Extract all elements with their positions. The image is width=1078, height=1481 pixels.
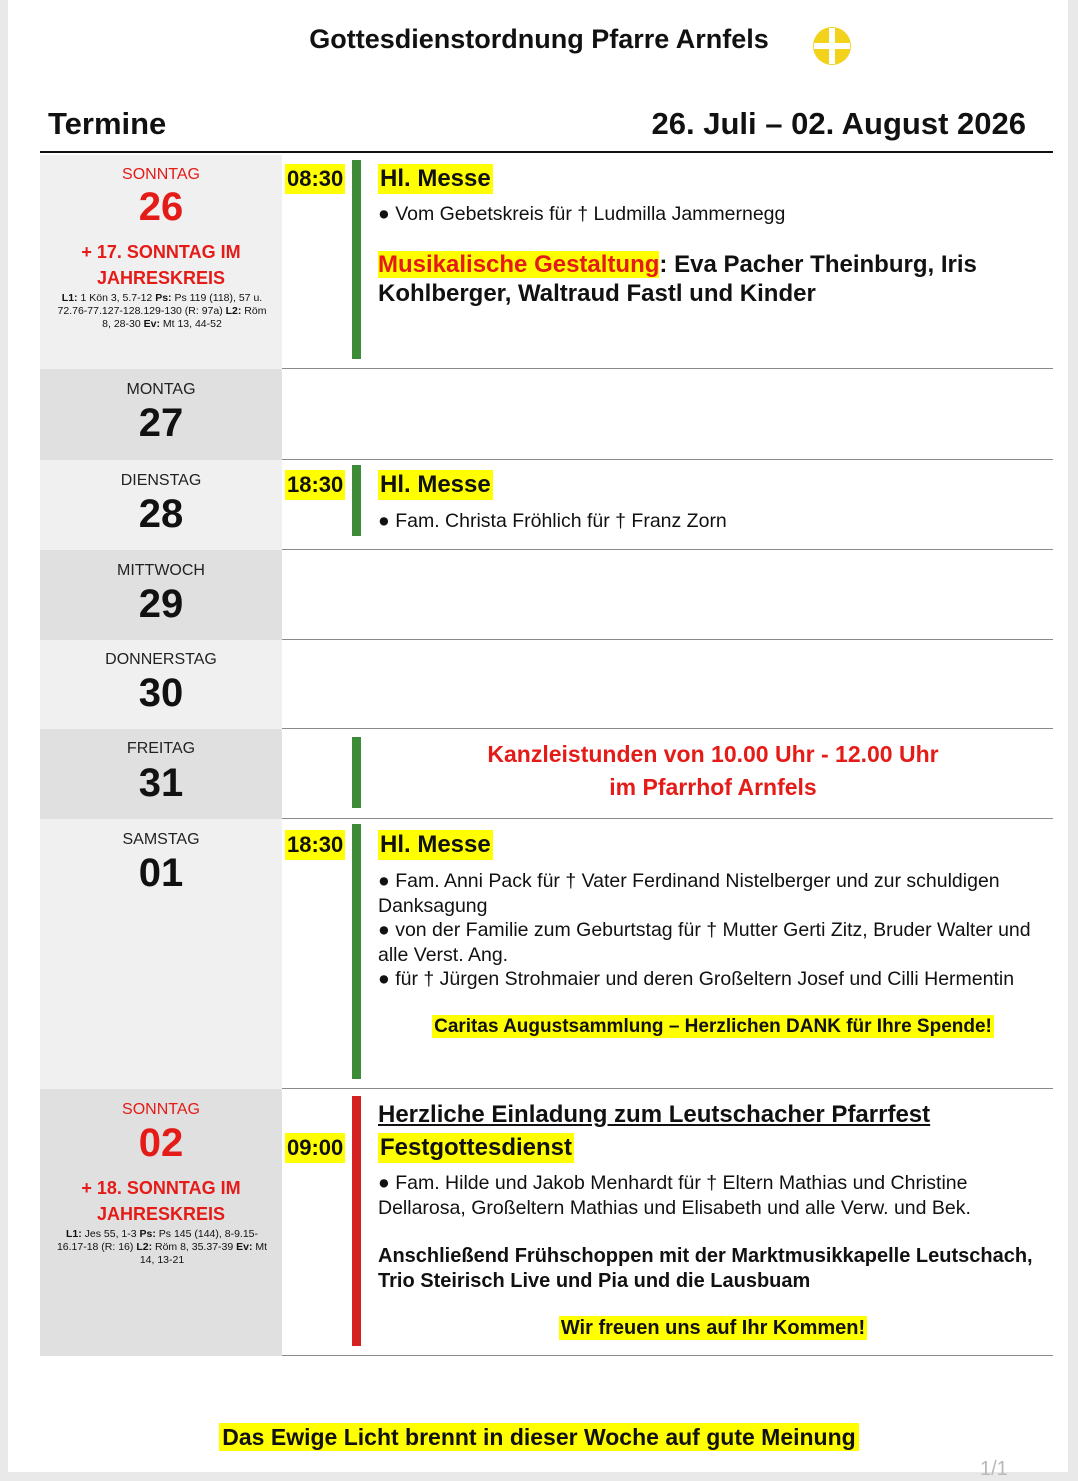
document-title: Gottesdienstordnung Pfarre Arnfels bbox=[309, 24, 769, 54]
date-cell bbox=[40, 640, 282, 729]
green-bar bbox=[352, 824, 361, 1079]
date-cell bbox=[40, 729, 282, 819]
event-title: Hl. Messe bbox=[380, 165, 491, 192]
music-performers: : Eva Pacher Theinburg, Iris Kohlberger, Waltraud Fastl und Kinder bbox=[378, 250, 977, 307]
office-hours bbox=[378, 738, 1048, 804]
caritas-note-wrap bbox=[378, 1016, 1048, 1038]
date-cell bbox=[40, 550, 282, 640]
section-heading: Termine bbox=[48, 106, 167, 141]
event-title: Festgottesdienst bbox=[380, 1134, 573, 1161]
feast-line: JAHRESKREIS bbox=[96, 268, 226, 288]
event-title: Hl. Messe bbox=[380, 831, 491, 858]
reading-label: Ps: bbox=[139, 1228, 156, 1240]
reading-text: Mt bbox=[252, 1241, 268, 1253]
event-time: 09:00 bbox=[285, 1133, 345, 1163]
day-number: 02 bbox=[138, 1121, 184, 1165]
day-row-fri31 bbox=[40, 729, 1053, 819]
reading-label: L1: bbox=[61, 292, 78, 304]
reading-text: 14, 13-21 bbox=[139, 1254, 185, 1266]
event-time: 18:30 bbox=[285, 830, 345, 860]
intention: ● Fam. Anni Pack für † Vater Ferdinand Nistelberger und zur schuldigen Danksagung bbox=[378, 870, 1000, 917]
after-service-note: Anschließend Frühschoppen mit der Marktmusikkapelle Leutschach, Trio Steirisch Live und Pia und die Lausbuam bbox=[378, 1245, 1033, 1292]
reading-text: 16.17-18 (R: 16) bbox=[56, 1241, 137, 1253]
day-number: 31 bbox=[138, 761, 184, 805]
reading-text: Röm bbox=[241, 305, 267, 317]
row-divider bbox=[282, 1355, 1053, 1356]
day-row-mon27 bbox=[40, 369, 1053, 460]
office-hours-line: im Pfarrhof Arnfels bbox=[609, 774, 817, 800]
day-name: FREITAG bbox=[126, 740, 196, 757]
event-details bbox=[378, 869, 1048, 1038]
page-number: 1/1 bbox=[980, 1458, 1008, 1480]
day-row-sun02 bbox=[40, 1089, 1053, 1356]
day-number: 27 bbox=[138, 401, 184, 445]
day-row-sat01 bbox=[40, 819, 1053, 1089]
day-number: 26 bbox=[138, 185, 184, 229]
reading-label: Ev: bbox=[143, 318, 160, 330]
event-details bbox=[378, 1100, 1048, 1130]
event-details bbox=[378, 202, 1048, 308]
feast-line: + 17. SONNTAG IM bbox=[81, 242, 241, 262]
reading-label: Ps: bbox=[155, 292, 172, 304]
day-name: MONTAG bbox=[126, 381, 196, 398]
readings bbox=[44, 1228, 280, 1267]
event-title: Hl. Messe bbox=[380, 471, 491, 498]
day-number: 30 bbox=[138, 671, 184, 715]
feast-title bbox=[40, 239, 282, 291]
intention: ● Vom Gebetskreis für † Ludmilla Jammernegg bbox=[378, 203, 786, 225]
day-number: 01 bbox=[138, 851, 184, 895]
yellow-cross-circle-icon bbox=[811, 26, 853, 66]
day-row-thu30 bbox=[40, 640, 1053, 729]
red-bar bbox=[352, 1096, 361, 1346]
intention: ● Fam. Christa Fröhlich für † Franz Zorn bbox=[378, 510, 727, 532]
day-name: DIENSTAG bbox=[120, 472, 202, 489]
date-cell bbox=[40, 369, 282, 460]
reading-label: L2: bbox=[225, 305, 242, 317]
reading-text: Ps 145 (144), 8-9.15- bbox=[155, 1228, 258, 1240]
header-divider bbox=[40, 151, 1053, 153]
feast-title bbox=[40, 1175, 282, 1227]
footer-note-wrap bbox=[0, 1424, 1078, 1451]
readings bbox=[44, 292, 280, 331]
date-range: 26. Juli – 02. August 2026 bbox=[651, 106, 1026, 141]
event-details bbox=[378, 1171, 1048, 1340]
event-time: 18:30 bbox=[285, 470, 345, 500]
caritas-note: Caritas Augustsammlung – Herzlichen DANK für Ihre Spende! bbox=[434, 1015, 992, 1037]
reading-text: Röm 8, 35.37-39 bbox=[152, 1241, 237, 1253]
day-row-sun26 bbox=[40, 155, 1053, 369]
welcome-note-wrap bbox=[378, 1317, 1048, 1340]
reading-text: Mt 13, 44-52 bbox=[159, 318, 222, 330]
day-name: DONNERSTAG bbox=[105, 651, 217, 668]
reading-label: L2: bbox=[136, 1241, 153, 1253]
event-time: 08:30 bbox=[285, 164, 345, 194]
date-cell bbox=[40, 155, 282, 369]
intention: ● für † Jürgen Strohmaier und deren Großeltern Josef und Cilli Hermentin bbox=[378, 968, 1015, 990]
event-details bbox=[378, 509, 1048, 534]
reading-text: 72.76-77.127-128.129-130 (R: 97a) bbox=[57, 305, 226, 317]
green-bar bbox=[352, 160, 361, 359]
day-number: 28 bbox=[138, 492, 184, 536]
intention: ● Fam. Hilde und Jakob Menhardt für † Eltern Mathias und Christine Dellarosa, Großeltern Mathias und Elisabeth und alle Verw. und Bek. bbox=[378, 1172, 971, 1219]
footer-note: Das Ewige Licht brennt in dieser Woche auf gute Meinung bbox=[219, 1423, 858, 1451]
date-cell bbox=[40, 819, 282, 1089]
day-number: 29 bbox=[138, 582, 184, 626]
reading-label: Ev: bbox=[236, 1241, 253, 1253]
intention: ● von der Familie zum Geburtstag für † Mutter Gerti Zitz, Bruder Walter und alle Verst. Ang. bbox=[378, 919, 1031, 966]
feast-line: + 18. SONNTAG IM bbox=[81, 1178, 241, 1198]
day-name: SONNTAG bbox=[122, 1101, 200, 1118]
day-name: SAMSTAG bbox=[122, 831, 200, 848]
date-cell bbox=[40, 460, 282, 550]
welcome-note: Wir freuen uns auf Ihr Kommen! bbox=[560, 1317, 866, 1339]
date-cell bbox=[40, 1089, 282, 1356]
day-name: SONNTAG bbox=[122, 166, 200, 183]
reading-text: 8, 28-30 bbox=[102, 318, 144, 330]
reading-label: L1: bbox=[65, 1228, 82, 1240]
day-row-wed29 bbox=[40, 550, 1053, 640]
feast-line: JAHRESKREIS bbox=[96, 1204, 226, 1224]
reading-text: Ps 119 (118), 57 u. bbox=[171, 292, 263, 304]
invitation-heading: Herzliche Einladung zum Leutschacher Pfarrfest bbox=[378, 1101, 931, 1128]
music-label: Musikalische Gestaltung bbox=[378, 250, 660, 278]
day-name: MITTWOCH bbox=[117, 562, 205, 579]
reading-text: Jes 55, 1-3 bbox=[81, 1228, 140, 1240]
reading-text: 1 Kön 3, 5.7-12 bbox=[77, 292, 156, 304]
green-bar bbox=[352, 737, 361, 808]
office-hours-line: Kanzleistunden von 10.00 Uhr - 12.00 Uhr bbox=[487, 741, 939, 767]
green-bar bbox=[352, 465, 361, 536]
day-row-tue28 bbox=[40, 460, 1053, 550]
music-credits bbox=[378, 250, 1048, 308]
